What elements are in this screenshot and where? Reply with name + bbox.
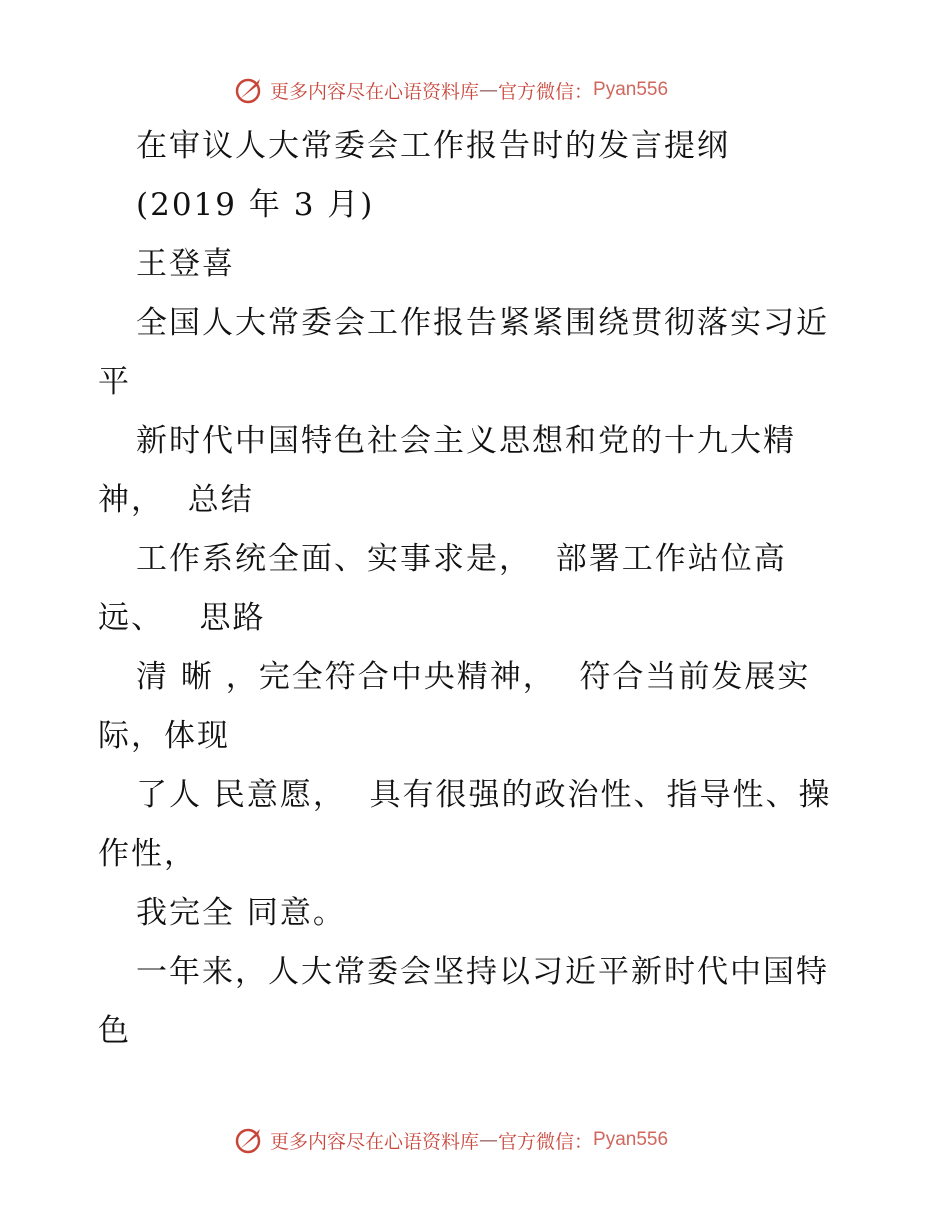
banner-wechat-id: Pyan556 [593, 1129, 669, 1150]
document-date: (2019 年 3 月) [136, 187, 375, 223]
body-line: 了人 民意愿， 具有很强的政治性、指导性、操 [136, 777, 832, 813]
document-title: 在审议人大常委会工作报告时的发言提纲 [136, 128, 730, 164]
body-line: 新时代中国特色社会主义思想和党的十九大精 [136, 423, 796, 459]
body-line: 清 晰 ，完全符合中央精神， 符合当前发展实 [136, 659, 811, 695]
body-line: 全国人大常委会工作报告紧紧围绕贯彻落实习近 [136, 305, 829, 341]
banner-dash: — [479, 79, 499, 101]
body-line: 作性， [98, 836, 197, 872]
body-line: 色 [98, 1013, 131, 1049]
quill-pen-logo-icon [234, 1125, 264, 1155]
banner-text: 更多内容尽在心语资料库 [270, 80, 480, 103]
body-line: 工作系统全面、实事求是， 部署工作站位高 [136, 541, 787, 577]
body-line: 际，体现 [98, 718, 230, 754]
header-banner [234, 73, 668, 107]
banner-wechat-label: 官方微信： [498, 80, 594, 103]
banner-wechat-label: 官方微信： [498, 1130, 594, 1153]
footer-banner [234, 1123, 668, 1157]
document-author: 王登喜 [136, 246, 235, 282]
body-line: 神， 总结 [98, 482, 254, 518]
banner-text: 更多内容尽在心语资料库 [270, 1130, 480, 1153]
body-line: 远、 思路 [98, 600, 266, 636]
banner-dash: — [479, 1129, 499, 1151]
banner-wechat-id: Pyan556 [593, 79, 669, 100]
body-line: 平 [98, 364, 131, 400]
body-line: 一年来，人大常委会坚持以习近平新时代中国特 [136, 954, 829, 990]
quill-pen-logo-icon [234, 75, 264, 105]
body-line: 我完全 同意。 [136, 895, 346, 931]
